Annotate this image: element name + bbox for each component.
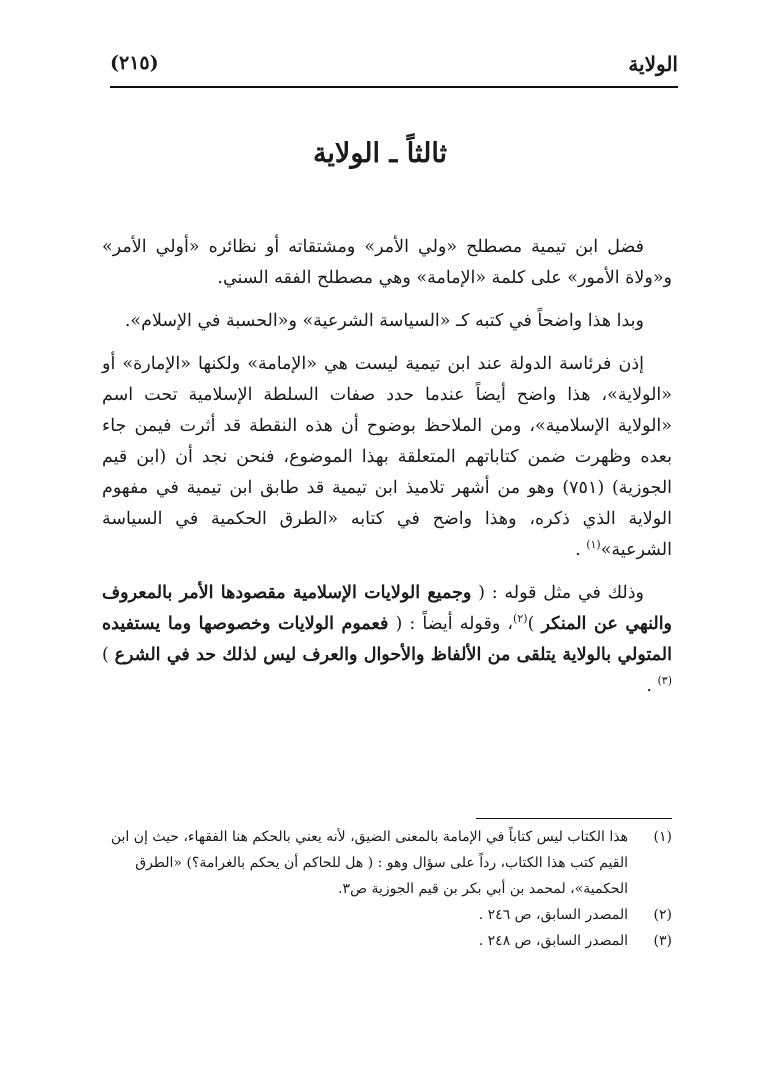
header-rule: [110, 86, 678, 88]
paragraph-1: فضل ابن تيمية مصطلح «ولي الأمر» ومشتقاته أو نظائره «أولي الأمر» و«ولاة الأمور» على كلمة «الإمامة» وهي مصطلح الفقه السني.: [102, 237, 672, 288]
chapter-title: ثالثاً ـ الولاية: [312, 138, 448, 169]
footnote-rule: [476, 818, 672, 819]
body-text: [102, 232, 672, 714]
paragraph-3: [102, 349, 672, 566]
paragraph-3-end: .: [575, 540, 587, 560]
footnote-text: المصدر السابق، ص ٢٤٨ .: [478, 933, 628, 949]
running-title: الولاية: [628, 52, 678, 76]
quote-2-close: ): [102, 645, 115, 665]
paragraph-4-end: .: [646, 676, 658, 696]
paragraph-3-text: إذن فرئاسة الدولة عند ابن تيمية ليست هي «الإمامة» ولكنها «الإمارة» أو «الولاية»، هذا واضح أيضاً عندما حدد صفات السلطة الإسلامية تحت اسم «الولاية الإسلامية»، ومن الملاحظ بوضوح أن هذه النقطة قد أثرت فيمن جاء بعده وظهرت ضمن كتاباتهم المتعلقة بهذا الموضوع، فنحن نجد أن (ابن قيم الجوزية) (٧٥١) وهو من أشهر تلاميذ ابن تيمية قد طابق ابن تيمية في مفهوم الولاية الذي ذكره، وهذا واضح في كتابه «الطرق الحكمية في السياسة الشرعية»: [102, 354, 673, 560]
quote-2: فعموم الولايات وخصوصها وما يستفيده المتولي بالولاية يتلقى من الألفاظ والأحوال والعرف ليس لذلك حد في الشرع: [102, 614, 672, 665]
quote-1-close: ): [527, 614, 542, 634]
footnote-ref-1: (١): [586, 538, 601, 552]
footnote-2: [102, 902, 672, 928]
footnote-number: (٣): [653, 933, 672, 949]
footnote-1: [102, 824, 672, 902]
footnote-number: (١): [653, 829, 672, 845]
footnote-number: (٢): [653, 907, 672, 923]
footnote-ref-2: (٢): [513, 612, 528, 626]
footnote-text: المصدر السابق، ص ٢٤٦ .: [478, 907, 628, 923]
footnotes: [102, 824, 672, 954]
paragraph-4-lead: وذلك في مثل قوله : (: [471, 583, 644, 603]
page-number: (٢١٥): [110, 52, 159, 74]
paragraph-4-mid: ، وقوله أيضاً : (: [388, 614, 514, 634]
footnote-ref-3: (٣): [657, 674, 672, 688]
quote-1: وجميع الولايات الإسلامية مقصودها الأمر بالمعروف والنهي عن المنكر: [102, 583, 673, 634]
paragraph-4: [102, 578, 672, 702]
page-header: [110, 52, 678, 88]
footnote-text: هذا الكتاب ليس كتاباً في الإمامة بالمعنى الضيق، لأنه يعني بالحكم هنا الفقهاء، حيث إن ابن القيم كتب هذا الكتاب، رداً على سؤال وهو : ( هل للحاكم أن يحكم بالغرامة؟) «الطرق الحكمية»، لمحمد بن أبي بكر بن قيم الجوزية ص٣.: [110, 829, 628, 897]
paragraph-2: وبدا هذا واضحاً في كتبه كـ «السياسة الشرعية» و«الحسبة في الإسلام».: [124, 311, 644, 331]
footnote-3: [102, 928, 672, 954]
